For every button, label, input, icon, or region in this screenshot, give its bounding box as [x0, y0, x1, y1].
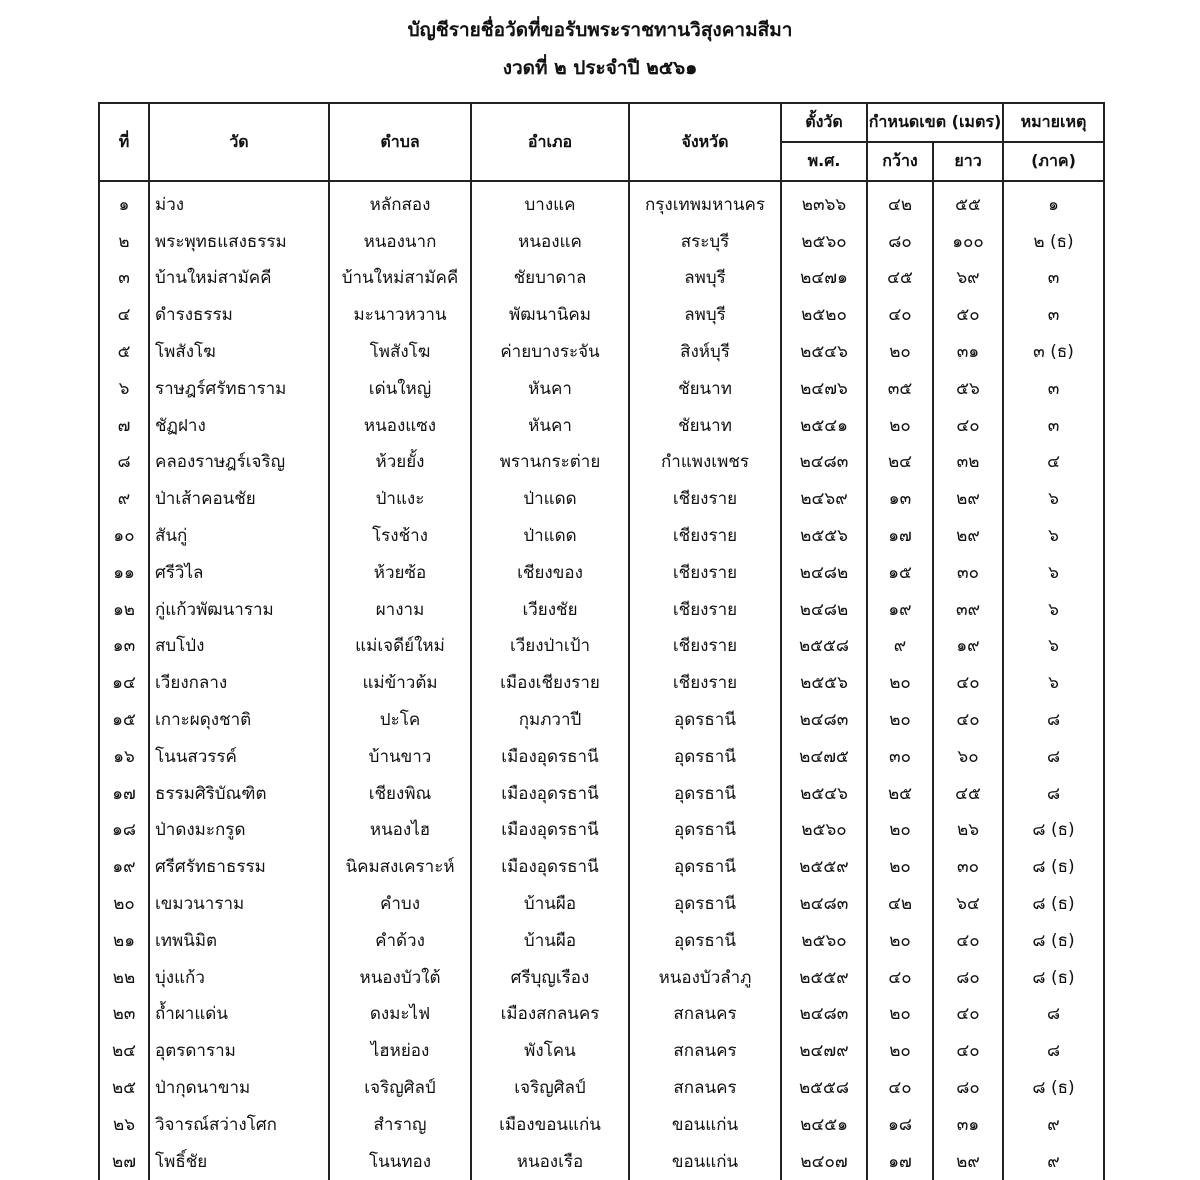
- cell-width: ๒๐: [867, 848, 933, 885]
- cell-note: ๘ (ธ): [1003, 812, 1104, 849]
- cell-wat: ราษฎร์ศรัทธาราม: [149, 370, 329, 407]
- cell-width: ๒๐: [867, 812, 933, 849]
- cell-length: ๑๐๐: [933, 223, 1003, 260]
- document-subtitle: งวดที่ ๒ ประจำปี ๒๕๖๑: [502, 57, 698, 79]
- cell-no: ๑๖: [99, 738, 149, 775]
- cell-changwat: เชียงราย: [629, 517, 781, 554]
- cell-no: ๒๒: [99, 959, 149, 996]
- cell-wat: เวียงกลาง: [149, 664, 329, 701]
- cell-tambon: คำด้วง: [329, 922, 471, 959]
- table-row: [99, 701, 1104, 738]
- cell-note: ๘: [1003, 775, 1104, 812]
- cell-length: ๓๑: [933, 333, 1003, 370]
- cell-no: ๘: [99, 444, 149, 481]
- cell-wat: คลองราษฎร์เจริญ: [149, 444, 329, 481]
- cell-amphoe: เชียงของ: [471, 554, 629, 591]
- cell-tambon: ปะโค: [329, 701, 471, 738]
- cell-year: ๒๔๘๒: [781, 591, 867, 628]
- cell-changwat: อุดรธานี: [629, 885, 781, 922]
- cell-tambon: ห้วยซ้อ: [329, 554, 471, 591]
- cell-tambon: หนองนาก: [329, 223, 471, 260]
- cell-no: ๒๕: [99, 1069, 149, 1106]
- cell-note: ๘: [1003, 1032, 1104, 1069]
- cell-length: ๒๙: [933, 517, 1003, 554]
- cell-tambon: แม่เจดีย์ใหม่: [329, 628, 471, 665]
- cell-tambon: บ้านใหม่สามัคคี: [329, 260, 471, 297]
- table-row: [99, 444, 1104, 481]
- cell-changwat: อุดรธานี: [629, 812, 781, 849]
- cell-no: ๕: [99, 333, 149, 370]
- cell-wat: เกาะผดุงชาติ: [149, 701, 329, 738]
- cell-changwat: สกลนคร: [629, 1069, 781, 1106]
- cell-changwat: ชัยนาท: [629, 407, 781, 444]
- cell-changwat: อุดรธานี: [629, 922, 781, 959]
- cell-amphoe: ชัยบาดาล: [471, 260, 629, 297]
- cell-no: ๑๔: [99, 664, 149, 701]
- cell-amphoe: เมืองขอนแก่น: [471, 1106, 629, 1143]
- cell-width: ๘๐: [867, 223, 933, 260]
- cell-wat: ป่าดงมะกรูด: [149, 812, 329, 849]
- cell-width: ๒๐: [867, 1032, 933, 1069]
- table-row: [99, 812, 1104, 849]
- cell-changwat: สระบุรี: [629, 223, 781, 260]
- cell-width: ๑๓: [867, 480, 933, 517]
- table-row: [99, 181, 1104, 223]
- cell-note: ๙: [1003, 1106, 1104, 1143]
- cell-no: ๑๗: [99, 775, 149, 812]
- cell-tambon: เด่นใหญ่: [329, 370, 471, 407]
- cell-year: ๒๔๕๑: [781, 1106, 867, 1143]
- cell-year: ๒๔๘๓: [781, 996, 867, 1033]
- cell-note: ๓: [1003, 370, 1104, 407]
- cell-length: ๒๖: [933, 812, 1003, 849]
- cell-year: ๒๔๘๒: [781, 554, 867, 591]
- cell-note: ๘ (ธ): [1003, 1069, 1104, 1106]
- cell-no: ๗: [99, 407, 149, 444]
- cell-changwat: ลพบุรี: [629, 260, 781, 297]
- header-year-line1: ตั้งวัด: [781, 103, 867, 142]
- cell-tambon: เจริญศิลป์: [329, 1069, 471, 1106]
- cell-changwat: เชียงราย: [629, 591, 781, 628]
- cell-amphoe: เจริญศิลป์: [471, 1069, 629, 1106]
- cell-wat: โนนสวรรค์: [149, 738, 329, 775]
- table-row: [99, 517, 1104, 554]
- table-row: [99, 223, 1104, 260]
- cell-year: ๒๔๘๓: [781, 885, 867, 922]
- table-row: [99, 738, 1104, 775]
- cell-tambon: คำบง: [329, 885, 471, 922]
- cell-note: ๓: [1003, 260, 1104, 297]
- table-body: [99, 181, 1104, 1180]
- cell-wat: เทพนิมิต: [149, 922, 329, 959]
- cell-length: ๔๐: [933, 922, 1003, 959]
- header-boundary: กำหนดเขต (เมตร): [867, 103, 1003, 142]
- table-row: [99, 1032, 1104, 1069]
- cell-note: ๓: [1003, 407, 1104, 444]
- cell-tambon: ห้วยยั้ง: [329, 444, 471, 481]
- cell-width: ๒๐: [867, 664, 933, 701]
- cell-wat: โพธิ์ชัย: [149, 1143, 329, 1180]
- cell-length: ๒๙: [933, 1143, 1003, 1180]
- table-row: [99, 996, 1104, 1033]
- cell-length: ๔๐: [933, 1032, 1003, 1069]
- cell-amphoe: บ้านผือ: [471, 885, 629, 922]
- cell-changwat: อุดรธานี: [629, 775, 781, 812]
- cell-amphoe: เวียงชัย: [471, 591, 629, 628]
- cell-width: ๒๐: [867, 701, 933, 738]
- table-row: [99, 775, 1104, 812]
- document-title: บัญชีรายชื่อวัดที่ขอรับพระราชทานวิสุงคามสีมา: [407, 19, 793, 41]
- cell-length: ๓๐: [933, 848, 1003, 885]
- cell-note: ๘ (ธ): [1003, 922, 1104, 959]
- cell-wat: กู่แก้วพัฒนาราม: [149, 591, 329, 628]
- cell-width: ๔๐: [867, 959, 933, 996]
- header-year-line2: พ.ศ.: [781, 142, 867, 181]
- cell-year: ๒๕๔๖: [781, 775, 867, 812]
- cell-note: ๘ (ธ): [1003, 959, 1104, 996]
- cell-wat: ถ้ำผาแด่น: [149, 996, 329, 1033]
- cell-tambon: ไฮหย่อง: [329, 1032, 471, 1069]
- cell-changwat: สิงห์บุรี: [629, 333, 781, 370]
- cell-length: ๔๐: [933, 407, 1003, 444]
- cell-no: ๑๙: [99, 848, 149, 885]
- cell-no: ๑๒: [99, 591, 149, 628]
- cell-amphoe: หันคา: [471, 407, 629, 444]
- cell-no: ๒๓: [99, 996, 149, 1033]
- cell-amphoe: พัฒนานิคม: [471, 296, 629, 333]
- cell-amphoe: เมืองสกลนคร: [471, 996, 629, 1033]
- cell-tambon: ผางาม: [329, 591, 471, 628]
- cell-changwat: ลพบุรี: [629, 296, 781, 333]
- cell-year: ๒๕๕๙: [781, 959, 867, 996]
- cell-note: ๘ (ธ): [1003, 848, 1104, 885]
- wat-list-table: [98, 102, 1105, 1180]
- cell-year: ๒๔๖๙: [781, 480, 867, 517]
- cell-width: ๑๗: [867, 517, 933, 554]
- cell-length: ๔๐: [933, 701, 1003, 738]
- cell-width: ๔๒: [867, 181, 933, 223]
- table-row: [99, 407, 1104, 444]
- cell-width: ๒๐: [867, 996, 933, 1033]
- cell-year: ๒๕๕๖: [781, 664, 867, 701]
- cell-amphoe: ป่าแดด: [471, 517, 629, 554]
- cell-width: ๑๘: [867, 1106, 933, 1143]
- cell-length: ๖๙: [933, 260, 1003, 297]
- cell-tambon: โนนทอง: [329, 1143, 471, 1180]
- cell-amphoe: ศรีบุญเรือง: [471, 959, 629, 996]
- cell-amphoe: เมืองอุดรธานี: [471, 738, 629, 775]
- cell-changwat: เชียงราย: [629, 628, 781, 665]
- cell-changwat: เชียงราย: [629, 480, 781, 517]
- cell-tambon: หนองไฮ: [329, 812, 471, 849]
- cell-wat: เขมวนาราม: [149, 885, 329, 922]
- cell-amphoe: พรานกระต่าย: [471, 444, 629, 481]
- header-wat: วัด: [149, 103, 329, 181]
- cell-length: ๔๐: [933, 996, 1003, 1033]
- cell-length: ๓๙: [933, 591, 1003, 628]
- cell-tambon: โรงช้าง: [329, 517, 471, 554]
- cell-amphoe: กุมภวาปี: [471, 701, 629, 738]
- cell-changwat: สกลนคร: [629, 1032, 781, 1069]
- cell-wat: พระพุทธแสงธรรม: [149, 223, 329, 260]
- table-row: [99, 296, 1104, 333]
- cell-wat: ดำรงธรรม: [149, 296, 329, 333]
- cell-note: ๓ (ธ): [1003, 333, 1104, 370]
- cell-note: ๖: [1003, 664, 1104, 701]
- cell-amphoe: เมืองอุดรธานี: [471, 848, 629, 885]
- cell-width: ๑๙: [867, 591, 933, 628]
- cell-length: ๓๑: [933, 1106, 1003, 1143]
- cell-no: ๑๓: [99, 628, 149, 665]
- cell-width: ๑๗: [867, 1143, 933, 1180]
- cell-year: ๒๓๖๖: [781, 181, 867, 223]
- cell-length: ๔๕: [933, 775, 1003, 812]
- table-row: [99, 1143, 1104, 1180]
- cell-year: ๒๔๗๙: [781, 1032, 867, 1069]
- cell-tambon: หลักสอง: [329, 181, 471, 223]
- table-row: [99, 260, 1104, 297]
- cell-wat: ชัฏฝาง: [149, 407, 329, 444]
- cell-no: ๙: [99, 480, 149, 517]
- cell-no: ๖: [99, 370, 149, 407]
- cell-year: ๒๔๗๑: [781, 260, 867, 297]
- cell-length: ๖๔: [933, 885, 1003, 922]
- cell-changwat: เชียงราย: [629, 664, 781, 701]
- cell-tambon: โพสังโฆ: [329, 333, 471, 370]
- cell-changwat: กรุงเทพมหานคร: [629, 181, 781, 223]
- cell-length: ๕๐: [933, 296, 1003, 333]
- cell-amphoe: เวียงป่าเป้า: [471, 628, 629, 665]
- cell-note: ๘: [1003, 738, 1104, 775]
- cell-wat: บ้านใหม่สามัคคี: [149, 260, 329, 297]
- cell-width: ๙: [867, 628, 933, 665]
- cell-amphoe: ป่าแดด: [471, 480, 629, 517]
- cell-amphoe: เมืองอุดรธานี: [471, 775, 629, 812]
- cell-amphoe: หันคา: [471, 370, 629, 407]
- cell-wat: สบโป่ง: [149, 628, 329, 665]
- cell-no: ๑๑: [99, 554, 149, 591]
- cell-no: ๔: [99, 296, 149, 333]
- header-note-line2: (ภาค): [1003, 142, 1104, 181]
- table-row: [99, 885, 1104, 922]
- cell-no: ๑๕: [99, 701, 149, 738]
- cell-wat: อุตรดาราม: [149, 1032, 329, 1069]
- cell-wat: สันกู่: [149, 517, 329, 554]
- cell-width: ๔๕: [867, 260, 933, 297]
- cell-width: ๔๐: [867, 1069, 933, 1106]
- cell-no: ๒๑: [99, 922, 149, 959]
- cell-width: ๒๔: [867, 444, 933, 481]
- cell-tambon: บ้านขาว: [329, 738, 471, 775]
- cell-year: ๒๔๗๖: [781, 370, 867, 407]
- cell-no: ๓: [99, 260, 149, 297]
- table-row: [99, 1069, 1104, 1106]
- cell-length: ๖๐: [933, 738, 1003, 775]
- header-tambon: ตำบล: [329, 103, 471, 181]
- cell-note: ๓: [1003, 296, 1104, 333]
- cell-tambon: นิคมสงเคราะห์: [329, 848, 471, 885]
- cell-wat: ป่าเส้าคอนชัย: [149, 480, 329, 517]
- cell-tambon: มะนาวหวาน: [329, 296, 471, 333]
- table-row: [99, 480, 1104, 517]
- cell-tambon: เชียงพิณ: [329, 775, 471, 812]
- table-row: [99, 922, 1104, 959]
- cell-year: ๒๕๕๘: [781, 628, 867, 665]
- cell-note: ๘: [1003, 996, 1104, 1033]
- cell-wat: ม่วง: [149, 181, 329, 223]
- cell-width: ๒๐: [867, 407, 933, 444]
- cell-year: ๒๔๐๗: [781, 1143, 867, 1180]
- cell-note: ๖: [1003, 591, 1104, 628]
- cell-changwat: สกลนคร: [629, 996, 781, 1033]
- cell-note: ๘ (ธ): [1003, 885, 1104, 922]
- cell-no: ๒๔: [99, 1032, 149, 1069]
- cell-note: ๒ (ธ): [1003, 223, 1104, 260]
- cell-changwat: กำแพงเพชร: [629, 444, 781, 481]
- cell-amphoe: เมืองอุดรธานี: [471, 812, 629, 849]
- cell-year: ๒๔๘๓: [781, 444, 867, 481]
- cell-width: ๒๐: [867, 333, 933, 370]
- table-row: [99, 554, 1104, 591]
- cell-amphoe: เมืองเชียงราย: [471, 664, 629, 701]
- cell-wat: ป่ากุดนาขาม: [149, 1069, 329, 1106]
- cell-width: ๓๕: [867, 370, 933, 407]
- table-row: [99, 370, 1104, 407]
- cell-width: ๒๐: [867, 922, 933, 959]
- cell-no: ๑๐: [99, 517, 149, 554]
- cell-no: ๒๐: [99, 885, 149, 922]
- cell-no: ๑: [99, 181, 149, 223]
- cell-no: ๑๘: [99, 812, 149, 849]
- cell-no: ๒๗: [99, 1143, 149, 1180]
- table-row: [99, 628, 1104, 665]
- cell-tambon: แม่ข้าวต้ม: [329, 664, 471, 701]
- cell-year: ๒๕๒๐: [781, 296, 867, 333]
- cell-amphoe: หนองเรือ: [471, 1143, 629, 1180]
- cell-wat: ศรีวิไล: [149, 554, 329, 591]
- cell-note: ๖: [1003, 517, 1104, 554]
- cell-note: ๖: [1003, 480, 1104, 517]
- header-changwat: จังหวัด: [629, 103, 781, 181]
- cell-changwat: เชียงราย: [629, 554, 781, 591]
- cell-note: ๖: [1003, 554, 1104, 591]
- cell-changwat: อุดรธานี: [629, 701, 781, 738]
- table-row: [99, 1106, 1104, 1143]
- cell-length: ๕๕: [933, 181, 1003, 223]
- cell-tambon: ดงมะไฟ: [329, 996, 471, 1033]
- header-width: กว้าง: [867, 142, 933, 181]
- cell-note: ๖: [1003, 628, 1104, 665]
- cell-amphoe: พังโคน: [471, 1032, 629, 1069]
- cell-wat: วิจารณ์สว่างโศก: [149, 1106, 329, 1143]
- cell-length: ๓๐: [933, 554, 1003, 591]
- table-row: [99, 333, 1104, 370]
- cell-length: ๒๙: [933, 480, 1003, 517]
- table-row: [99, 664, 1104, 701]
- cell-length: ๕๖: [933, 370, 1003, 407]
- cell-year: ๒๕๖๐: [781, 812, 867, 849]
- cell-wat: ธรรมศิริบัณฑิต: [149, 775, 329, 812]
- cell-year: ๒๕๕๙: [781, 848, 867, 885]
- cell-tambon: หนองแซง: [329, 407, 471, 444]
- header-note-line1: หมายเหตุ: [1003, 103, 1104, 142]
- cell-tambon: หนองบัวใต้: [329, 959, 471, 996]
- cell-length: ๑๙: [933, 628, 1003, 665]
- header-amphoe: อำเภอ: [471, 103, 629, 181]
- cell-year: ๒๕๔๑: [781, 407, 867, 444]
- cell-wat: บุ่งแก้ว: [149, 959, 329, 996]
- cell-year: ๒๔๗๕: [781, 738, 867, 775]
- cell-changwat: ขอนแก่น: [629, 1143, 781, 1180]
- cell-width: ๑๕: [867, 554, 933, 591]
- cell-width: ๔๒: [867, 885, 933, 922]
- cell-amphoe: ค่ายบางระจัน: [471, 333, 629, 370]
- cell-width: ๓๐: [867, 738, 933, 775]
- cell-length: ๔๐: [933, 664, 1003, 701]
- cell-no: ๒๖: [99, 1106, 149, 1143]
- header-length: ยาว: [933, 142, 1003, 181]
- cell-amphoe: บางแค: [471, 181, 629, 223]
- header-no: ที่: [99, 103, 149, 181]
- cell-changwat: ชัยนาท: [629, 370, 781, 407]
- cell-amphoe: บ้านผือ: [471, 922, 629, 959]
- cell-year: ๒๕๔๖: [781, 333, 867, 370]
- cell-year: ๒๕๕๖: [781, 517, 867, 554]
- cell-changwat: อุดรธานี: [629, 848, 781, 885]
- cell-note: ๘: [1003, 701, 1104, 738]
- cell-changwat: อุดรธานี: [629, 738, 781, 775]
- cell-no: ๒: [99, 223, 149, 260]
- table-row: [99, 959, 1104, 996]
- cell-year: ๒๕๖๐: [781, 922, 867, 959]
- cell-tambon: สำราญ: [329, 1106, 471, 1143]
- cell-length: ๓๒: [933, 444, 1003, 481]
- cell-note: ๔: [1003, 444, 1104, 481]
- cell-changwat: หนองบัวลำภู: [629, 959, 781, 996]
- cell-length: ๘๐: [933, 959, 1003, 996]
- cell-wat: โพสังโฆ: [149, 333, 329, 370]
- cell-wat: ศรีศรัทธาธรรม: [149, 848, 329, 885]
- cell-year: ๒๕๖๐: [781, 223, 867, 260]
- table-row: [99, 591, 1104, 628]
- cell-length: ๘๐: [933, 1069, 1003, 1106]
- cell-year: ๒๕๕๘: [781, 1069, 867, 1106]
- table-row: [99, 848, 1104, 885]
- cell-note: ๑: [1003, 181, 1104, 223]
- cell-tambon: ป่าแงะ: [329, 480, 471, 517]
- cell-note: ๙: [1003, 1143, 1104, 1180]
- cell-year: ๒๔๘๓: [781, 701, 867, 738]
- cell-width: ๔๐: [867, 296, 933, 333]
- cell-width: ๒๕: [867, 775, 933, 812]
- cell-changwat: ขอนแก่น: [629, 1106, 781, 1143]
- cell-amphoe: หนองแค: [471, 223, 629, 260]
